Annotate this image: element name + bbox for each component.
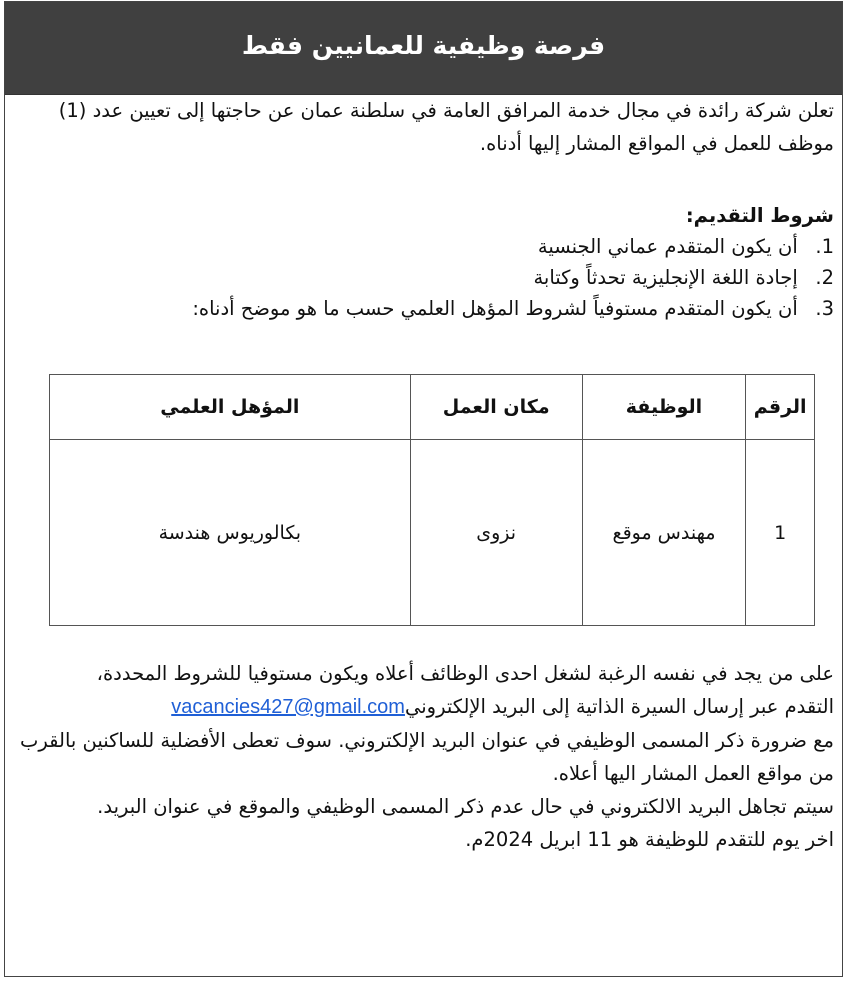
closing-line-2-text: التقدم عبر إرسال السيرة الذاتية إلى البريد الإلكتروني xyxy=(404,695,834,718)
header-num: الرقم xyxy=(746,375,815,440)
cell-num: 1 xyxy=(746,440,815,626)
closing-line-3: مع ضرورة ذكر المسمى الوظيفي في عنوان البريد الإلكتروني. سوف تعطى الأفضلية للساكنين بالقرب من مواقع العمل المشار اليها أعلاه. xyxy=(20,729,834,785)
condition-text: أن يكون المتقدم مستوفياً لشروط المؤهل العلمي حسب ما هو موضح أدناه: xyxy=(192,297,798,320)
jobs-table xyxy=(49,374,815,626)
closing-line-4: سيتم تجاهل البريد الالكتروني في حال عدم ذكر المسمى الوظيفي والموقع في عنوان البريد. xyxy=(97,795,834,818)
closing-line-2 xyxy=(13,690,834,724)
condition-text: أن يكون المتقدم عماني الجنسية xyxy=(537,235,798,258)
condition-text: إجادة اللغة الإنجليزية تحدثاً وكتابة xyxy=(533,266,798,289)
condition-item xyxy=(13,231,834,262)
closing-line-1: على من يجد في نفسه الرغبة لشغل احدى الوظائف أعلاه ويكون مستوفيا للشروط المحددة، xyxy=(96,662,834,685)
condition-number: 1. xyxy=(815,235,834,258)
announcement-body xyxy=(13,94,834,851)
condition-number: 2. xyxy=(815,266,834,289)
condition-item xyxy=(13,293,834,324)
conditions-list xyxy=(13,231,834,324)
announcement-header xyxy=(5,2,842,95)
cell-qualification: بكالوريوس هندسة xyxy=(50,440,411,626)
job-announcement xyxy=(4,1,843,977)
header-place: مكان العمل xyxy=(410,375,582,440)
header-qualification: المؤهل العلمي xyxy=(50,375,411,440)
closing-line-5: اخر يوم للتقدم للوظيفة هو 11 ابريل 2024م. xyxy=(465,828,834,851)
header-job: الوظيفة xyxy=(582,375,746,440)
table-row xyxy=(50,440,815,626)
announcement-title: فرصة وظيفية للعمانيين فقط xyxy=(241,30,606,60)
cell-place: نزوى xyxy=(410,440,582,626)
closing-section xyxy=(13,657,834,856)
condition-number: 3. xyxy=(815,297,834,320)
email-link[interactable]: vacancies427@gmail.com xyxy=(171,696,405,718)
table-header-row xyxy=(50,375,815,440)
intro-paragraph: تعلن شركة رائدة في مجال خدمة المرافق العامة في سلطنة عمان عن حاجتها إلى تعيين عدد (1) موظف للعمل في المواقع المشار إليها أدناه. xyxy=(58,99,834,155)
condition-item xyxy=(13,262,834,293)
cell-job: مهندس موقع xyxy=(582,440,746,626)
conditions-title: شروط التقديم: xyxy=(685,204,834,227)
